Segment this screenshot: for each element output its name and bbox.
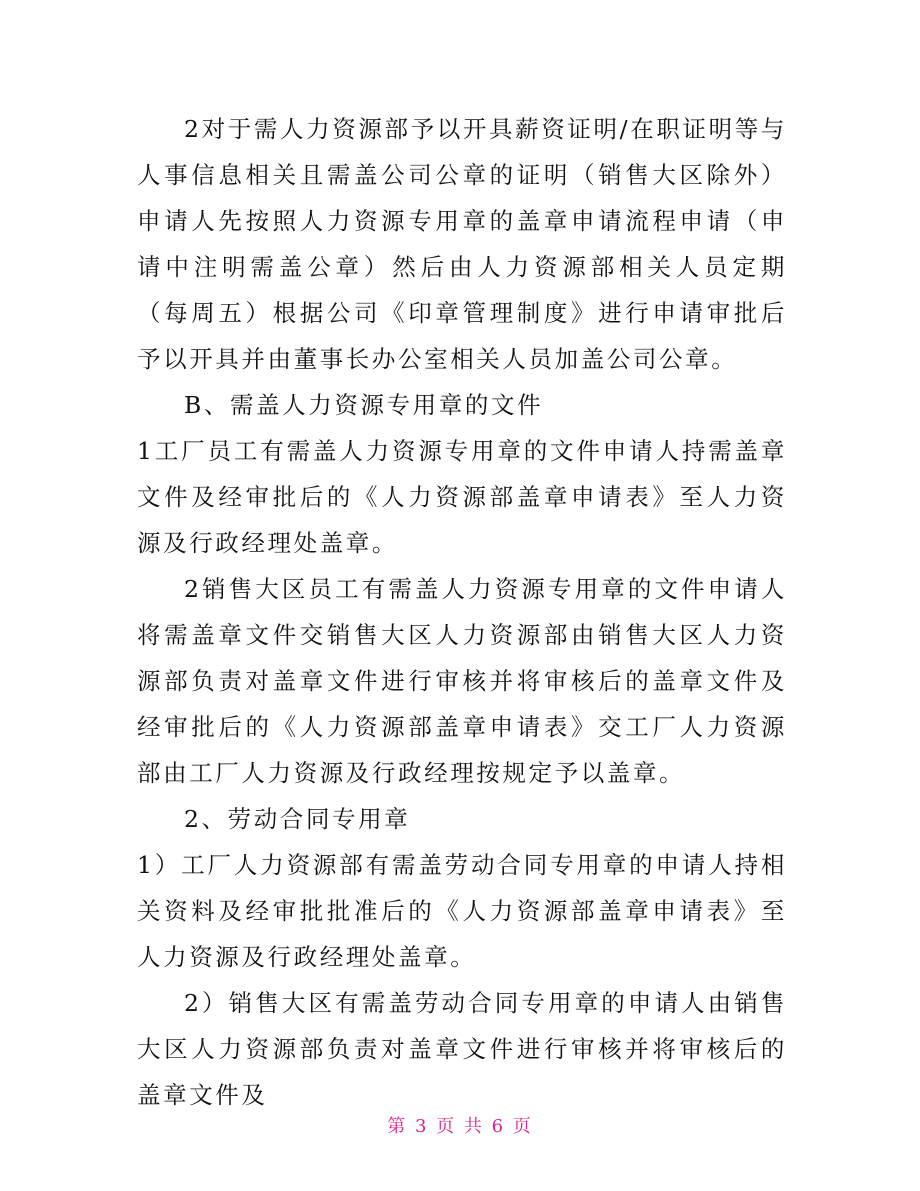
paragraph-7: 2）销售大区有需盖劳动合同专用章的申请人由销售大区人力资源部负责对盖章文件进行审核并将审核后的盖章文件及: [137, 989, 787, 1109]
section-heading-b: B、需盖人力资源专用章的文件: [184, 391, 544, 419]
document-body: [137, 106, 787, 1118]
paragraph-4: 2销售大区员工有需盖人力资源专用章的文件申请人将需盖章文件交销售大区人力资源部由销售大区人力资源部负责对盖章文件进行审核并将审核后的盖章文件及经审批后的《人力资源部盖章申请表》交工厂人力资源部由工厂人力资源及行政经理按规定予以盖章。: [137, 575, 787, 787]
paragraph-3: 1工厂员工有需盖人力资源专用章的文件申请人持需盖章文件及经审批后的《人力资源部盖章申请表》至人力资源及行政经理处盖章。: [137, 437, 787, 557]
footer-suffix: 页: [512, 1116, 533, 1137]
footer-prefix: 第: [387, 1116, 408, 1137]
footer-current-page: 3: [414, 1116, 429, 1137]
page-footer: [0, 1112, 920, 1138]
paragraph-6: 1）工厂人力资源部有需盖劳动合同专用章的申请人持相关资料及经审批批准后的《人力资源部盖章申请表》至人力资源及行政经理处盖章。: [137, 851, 787, 971]
section-heading-2: 2、劳动合同专用章: [184, 805, 411, 833]
footer-middle: 页 共: [436, 1116, 484, 1137]
paragraph-1: 2对于需人力资源部予以开具薪资证明/在职证明等与人事信息相关且需盖公司公章的证明（销售大区除外）申请人先按照人力资源专用章的盖章申请流程申请（申请中注明需盖公章）然后由人力资源部相关人员定期（每周五）根据公司《印章管理制度》进行申请审批后予以开具并由董事长办公室相关人员加盖公司公章。: [137, 115, 787, 373]
footer-total-pages: 6: [491, 1116, 506, 1137]
